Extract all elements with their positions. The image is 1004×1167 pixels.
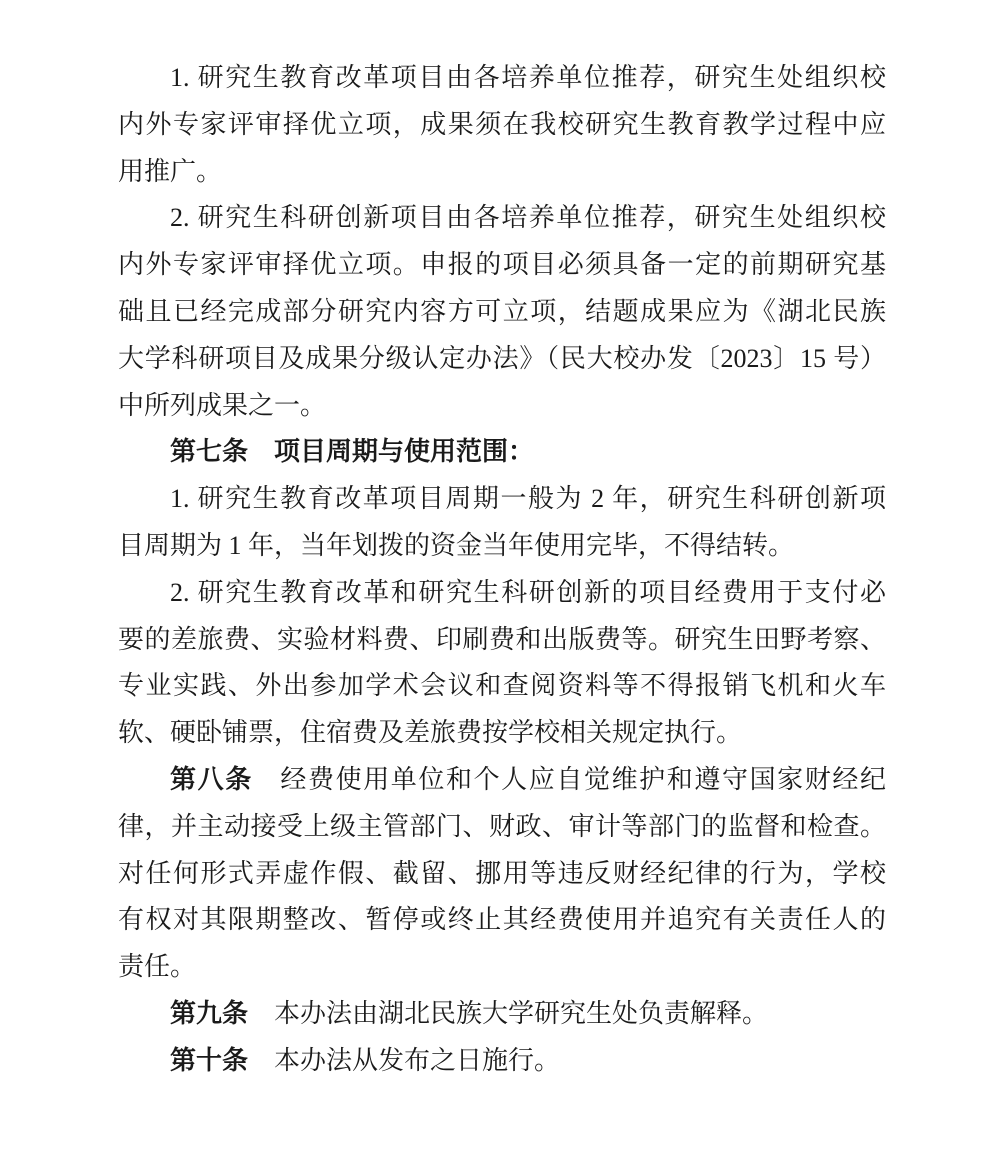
line-text: 对任何形式弄虚作假、截留、挪用等违反财经纪律的行为，学校 bbox=[118, 858, 886, 888]
line-text: 专业实践、外出参加学术会议和查阅资料等不得报销飞机和火车 bbox=[118, 671, 886, 701]
text-line-2 bbox=[118, 102, 886, 149]
clause-heading: 第十条 bbox=[170, 1045, 249, 1075]
text-line-6 bbox=[118, 289, 886, 336]
line-text: 目周期为 1 年，当年划拨的资金当年使用完毕，不得结转。 bbox=[118, 530, 795, 560]
text-line-9 bbox=[118, 429, 886, 476]
line-text: 1. 研究生教育改革项目周期一般为 2 年，研究生科研创新项 bbox=[170, 484, 886, 514]
line-text: 用推广。 bbox=[118, 156, 223, 186]
text-line-14 bbox=[118, 663, 886, 710]
text-line-15 bbox=[118, 710, 886, 757]
line-text: 内外专家评审择优立项。申报的项目必须具备一定的前期研究基 bbox=[118, 250, 886, 280]
text-line-11 bbox=[118, 523, 886, 570]
line-text: 经费使用单位和个人应自觉维护和遵守国家财经纪 bbox=[252, 764, 886, 794]
line-text: 要的差旅费、实验材料费、印刷费和出版费等。研究生田野考察、 bbox=[118, 624, 886, 654]
text-line-20 bbox=[118, 944, 886, 991]
line-text: 律，并主动接受上级主管部门、财政、审计等部门的监督和检查。 bbox=[118, 811, 886, 841]
clause-heading: 第八条 bbox=[170, 764, 253, 794]
text-line-17 bbox=[118, 804, 886, 851]
line-text: 大学科研项目及成果分级认定办法》（民大校办发〔2023〕15 号） bbox=[118, 343, 886, 373]
line-text: 中所列成果之一。 bbox=[118, 390, 327, 420]
line-text: 1. 研究生教育改革项目由各培养单位推荐，研究生处组织校 bbox=[170, 63, 886, 92]
line-text: 有权对其限期整改、暂停或终止其经费使用并追究有关责任人的 bbox=[118, 905, 886, 935]
text-line-22 bbox=[118, 1038, 886, 1085]
line-text: 软、硬卧铺票，住宿费及差旅费按学校相关规定执行。 bbox=[118, 718, 743, 748]
text-line-8 bbox=[118, 383, 886, 430]
line-text: 内外专家评审择优立项，成果须在我校研究生教育教学过程中应 bbox=[118, 109, 886, 139]
text-line-12 bbox=[118, 570, 886, 617]
line-text: 本办法从发布之日施行。 bbox=[248, 1045, 561, 1075]
text-line-18 bbox=[118, 851, 886, 898]
clause-heading: 第九条 bbox=[170, 998, 249, 1028]
text-line-13 bbox=[118, 617, 886, 664]
line-text: 本办法由湖北民族大学研究生处负责解释。 bbox=[248, 998, 769, 1028]
text-line-16 bbox=[118, 757, 886, 804]
line-text: 责任。 bbox=[118, 952, 197, 982]
line-text: 础且已经完成部分研究内容方可立项，结题成果应为《湖北民族 bbox=[118, 296, 886, 326]
text-line-4 bbox=[118, 195, 886, 242]
text-line-1 bbox=[118, 55, 886, 102]
text-line-7 bbox=[118, 336, 886, 383]
text-line-19 bbox=[118, 897, 886, 944]
document-body bbox=[118, 55, 886, 1085]
line-text: 2. 研究生科研创新项目由各培养单位推荐，研究生处组织校 bbox=[170, 203, 886, 233]
text-line-3 bbox=[118, 149, 886, 196]
clause-heading: 第七条 项目周期与使用范围： bbox=[170, 437, 535, 467]
text-line-21 bbox=[118, 991, 886, 1038]
text-line-5 bbox=[118, 242, 886, 289]
line-text: 2. 研究生教育改革和研究生科研创新的项目经费用于支付必 bbox=[170, 577, 886, 607]
text-line-10 bbox=[118, 476, 886, 523]
